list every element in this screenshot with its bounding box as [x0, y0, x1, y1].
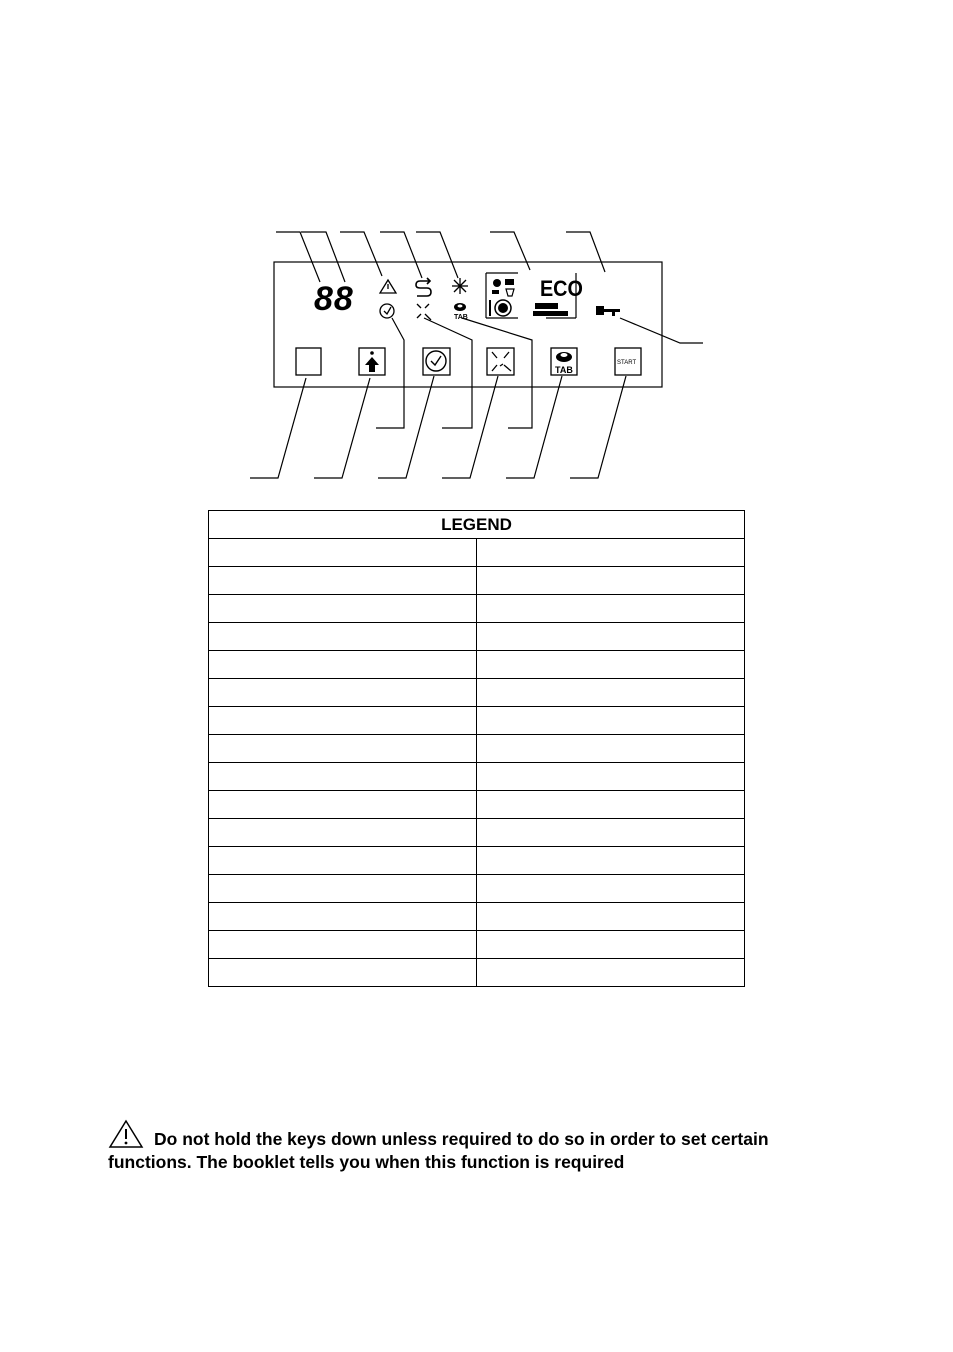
callout-6: [490, 232, 530, 270]
svg-text:TAB: TAB: [454, 314, 468, 321]
legend-value: [477, 567, 745, 595]
warning-line-1: Do not hold the keys down unless required to do so in order to set certain: [154, 1129, 769, 1149]
legend-value: [477, 651, 745, 679]
callout-17: [570, 376, 626, 478]
legend-key: [209, 539, 477, 567]
legend-key: [209, 791, 477, 819]
callout-1: [276, 232, 320, 282]
legend-value: [477, 539, 745, 567]
legend-row: [209, 679, 745, 707]
legend-row: [209, 567, 745, 595]
legend-key: [209, 567, 477, 595]
legend-row: [209, 875, 745, 903]
program-select-button[interactable]: [359, 348, 385, 375]
legend-value: [477, 707, 745, 735]
key-lock-icon: [596, 306, 620, 316]
legend-key: [209, 679, 477, 707]
delay-button[interactable]: [423, 348, 450, 375]
callout-12: [250, 378, 306, 478]
legend-title: LEGEND: [209, 511, 745, 539]
warning-triangle-icon: [108, 1119, 148, 1149]
display-digits: 88: [314, 280, 354, 318]
start-button[interactable]: [615, 348, 641, 375]
legend-row: [209, 651, 745, 679]
legend-value: [477, 623, 745, 651]
legend-row: [209, 763, 745, 791]
legend-row: [209, 819, 745, 847]
legend-row: [209, 931, 745, 959]
legend-key: [209, 847, 477, 875]
callout-13: [314, 378, 370, 478]
legend-row: [209, 791, 745, 819]
warning-note: [108, 1119, 868, 1174]
callout-7: [566, 232, 605, 272]
tab-button[interactable]: [551, 348, 577, 375]
legend-row: [209, 707, 745, 735]
half-load-button[interactable]: [487, 348, 514, 375]
callout-5: [416, 232, 458, 278]
callout-3: [340, 232, 382, 276]
legend-value: [477, 735, 745, 763]
legend-value: [477, 931, 745, 959]
legend-row: [209, 847, 745, 875]
legend-row: [209, 959, 745, 987]
legend-value: [477, 903, 745, 931]
warning-line-2: functions. The booklet tells you when this function is required: [108, 1152, 625, 1172]
legend-key: [209, 959, 477, 987]
delay-clock-icon: [380, 304, 394, 318]
legend-key: [209, 623, 477, 651]
legend-key: [209, 735, 477, 763]
callout-4: [380, 232, 422, 278]
legend-value: [477, 595, 745, 623]
callout-16: [506, 376, 562, 478]
plate-cutlery-icon: [490, 300, 511, 316]
legend-key: [209, 707, 477, 735]
glasses-icon: [492, 279, 514, 296]
legend-key: [209, 903, 477, 931]
legend-row: [209, 539, 745, 567]
legend-row: [209, 903, 745, 931]
legend-row: [209, 623, 745, 651]
tab-indicator-icon: [454, 303, 468, 321]
legend-value: [477, 679, 745, 707]
legend-value: [477, 791, 745, 819]
warning-triangle-icon: [380, 280, 396, 293]
legend-value: [477, 819, 745, 847]
pan-icon: [533, 303, 568, 316]
legend-key: [209, 763, 477, 791]
half-load-icon: [417, 304, 431, 320]
legend-value: [477, 763, 745, 791]
legend-value: [477, 959, 745, 987]
legend-value: [477, 847, 745, 875]
legend-value: [477, 875, 745, 903]
callout-2: [301, 232, 345, 282]
legend-row: [209, 595, 745, 623]
salt-icon: [452, 278, 468, 294]
legend-key: [209, 819, 477, 847]
svg-text:TAB: TAB: [555, 365, 573, 375]
svg-text:START: START: [617, 360, 637, 366]
legend-row: [209, 735, 745, 763]
legend-key: [209, 595, 477, 623]
legend-key: [209, 931, 477, 959]
rinse-aid-icon: [416, 278, 431, 296]
eco-label: ECO: [540, 277, 583, 302]
legend-table: [208, 510, 745, 987]
legend-key: [209, 651, 477, 679]
callout-15: [442, 376, 498, 478]
control-panel-diagram: [0, 0, 953, 500]
callout-14: [378, 376, 434, 478]
legend-key: [209, 875, 477, 903]
on-off-button[interactable]: [296, 348, 321, 375]
